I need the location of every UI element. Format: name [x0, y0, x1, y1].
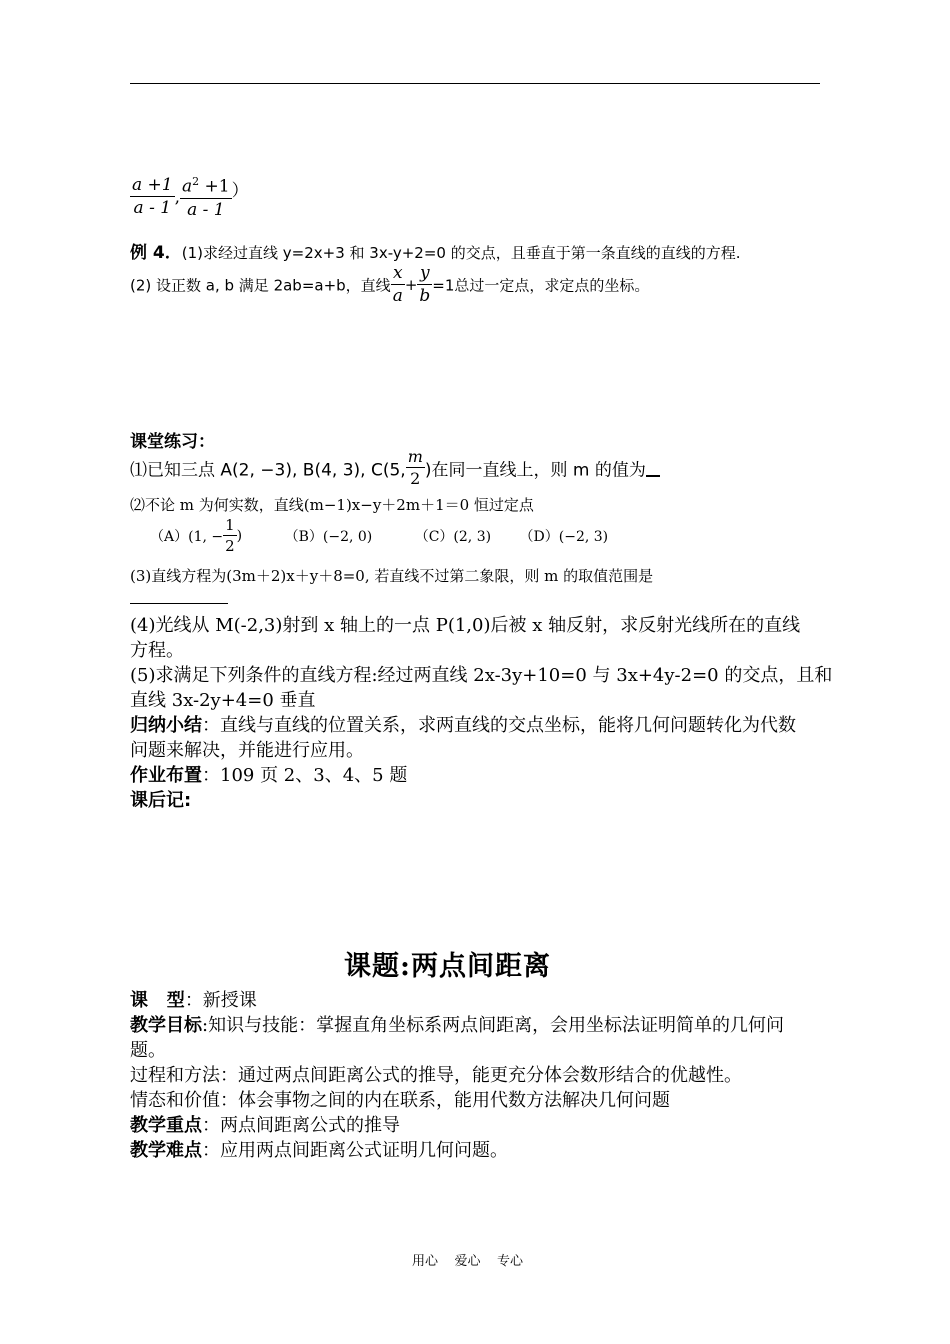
- fraction-y-over-b: $\frac{y}{b}$: [419, 263, 431, 306]
- answer-blank: [646, 459, 660, 477]
- option-a: （A）(1, − $\frac{1}{2}$ ): [150, 516, 243, 555]
- practice-item-4-line-1: (4)光线从 M(-2,3)射到 x 轴上的一点 P(1,0)后被 x 轴反射，求反射光线所在的直线: [130, 615, 801, 636]
- lesson-type-line: 课 型：新授课: [130, 990, 257, 1011]
- lesson-process-line: 过程和方法：通过两点间距离公式的推导，能更充分体会数形结合的优越性。: [130, 1065, 742, 1086]
- option-d: （D）(−2, 3): [519, 529, 609, 545]
- example4-q2: (2) 设正数 a, b 满足 2ab=a+b，直线 $\frac{x}{a}$ + $\frac{y}{b}$ =1总过一定点，求定点的坐标。: [130, 263, 650, 306]
- homework-line: 作业布置：109 页 2、3、4、5 题: [130, 765, 408, 786]
- example4-q1: 例 4．(1)求经过直线 y=2x+3 和 3x-y+2=0 的交点，且垂直于第一条直线的直线的方程.: [130, 243, 741, 263]
- top-fraction-line: $\frac{a +1}{a - 1}$ , $\frac{a^2 +1}{a - 1}$ ）: [132, 175, 249, 220]
- practice-item-2-options: [150, 518, 608, 554]
- fraction-1-over-2: $\frac{1}{2}$: [225, 516, 235, 555]
- fraction-a-plus-1-over-a-minus-1: $\frac{a +1}{a - 1}$: [132, 175, 173, 219]
- answer-blank-rule: [130, 603, 228, 604]
- lesson-key-line: 教学重点：两点间距离公式的推导: [130, 1115, 400, 1136]
- lesson-difficult-line: 教学难点：应用两点间距离公式证明几何问题。: [130, 1140, 508, 1161]
- fraction-a-squared-plus-1-over-a-minus-1: $\frac{a^2 +1}{a - 1}$: [182, 175, 230, 220]
- lesson-title: 课题:两点间距离: [344, 951, 551, 982]
- practice-item-2: ⑵不论 m 为何实数，直线(m−1)x−y＋2m＋1＝0 恒过定点: [130, 496, 534, 514]
- practice-item-4-line-2: 方程。: [130, 640, 184, 661]
- fraction-x-over-a: $\frac{x}{a}$: [392, 263, 403, 306]
- lesson-goal-line-2: 题。: [130, 1040, 166, 1061]
- page-footer: 用心 爱心 专心: [412, 1254, 524, 1269]
- practice-item-5-line-2: 直线 3x-2y+4=0 垂直: [130, 690, 316, 711]
- header-rule: [130, 83, 820, 84]
- practice-item-5-line-1: (5)求满足下列条件的直线方程:经过两直线 2x-3y+10=0 与 3x+4y-2=0 的交点，且和: [130, 665, 833, 686]
- afterword-label: 课后记:: [130, 790, 192, 811]
- summary-line-2: 问题来解决，并能进行应用。: [130, 740, 364, 761]
- summary-line-1: 归纳小结：直线与直线的位置关系，求两直线的交点坐标，能将几何问题转化为代数: [130, 715, 796, 736]
- practice-item-3: (3)直线方程为(3m＋2)x＋y＋8=0, 若直线不过第二象限，则 m 的取值范围是: [130, 567, 654, 585]
- practice-item-1: ⑴已知三点 A(2, −3), B(4, 3), C(5, $\frac{m}{2}$ )在同一直线上，则 m 的值为: [130, 449, 660, 487]
- practice-heading: 课堂练习：: [130, 432, 215, 452]
- option-b: （B）(−2, 0): [284, 529, 373, 545]
- option-c: （C）(2, 3): [414, 529, 492, 545]
- fraction-m-over-2: $\frac{m}{2}$: [407, 447, 423, 488]
- lesson-goal-line-1: 教学目标:知识与技能：掌握直角坐标系两点间距离，会用坐标法证明简单的几何问: [130, 1015, 785, 1036]
- example4-label: 例 4．: [130, 243, 182, 263]
- lesson-emotion-line: 情态和价值：体会事物之间的内在联系，能用代数方法解决几何问题: [130, 1090, 670, 1111]
